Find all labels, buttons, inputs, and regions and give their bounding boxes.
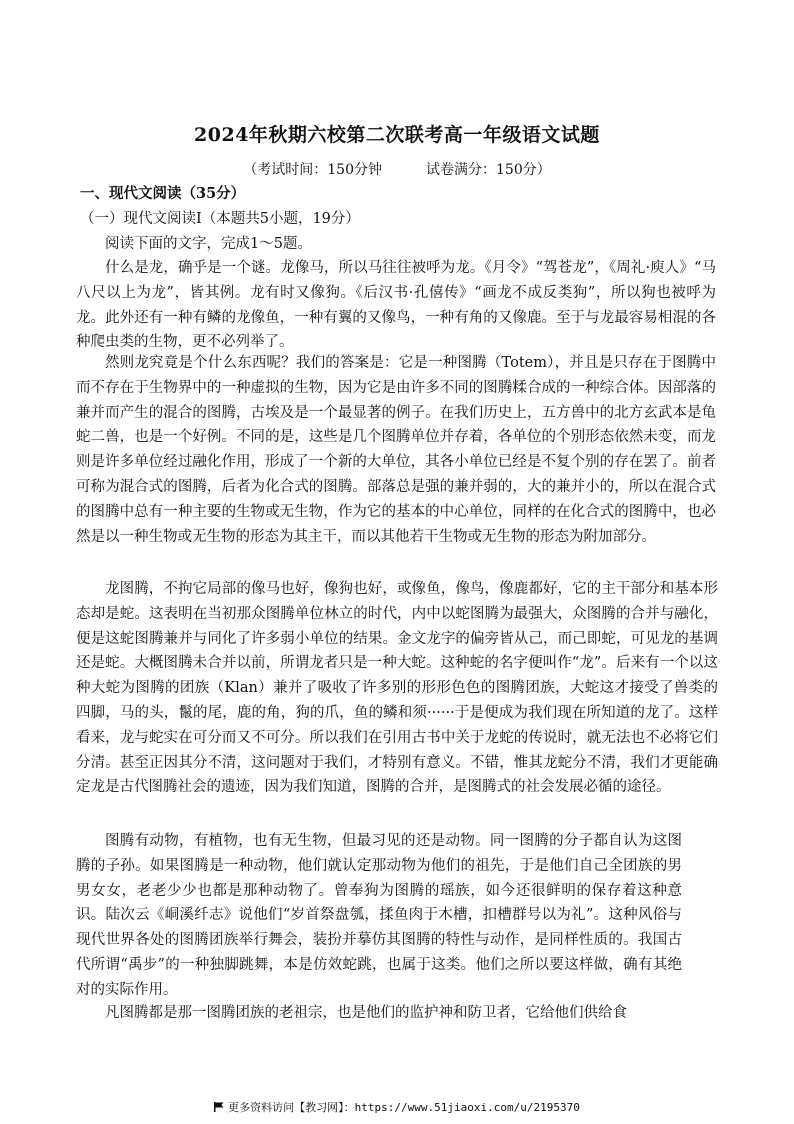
subsection-heading: （一）现代文阅读Ⅰ（本题共5小题，19分） <box>80 211 360 227</box>
passage-paragraph-4: 图腾有动物，有植物，也有无生物，但最习见的还是动物。同一图腾的分子都自认为这图腾的子孙。如果图腾是一种动物，他们就认定那动物为他们的祖先，于是他们自己全团族的男男女女，老老少少也都是那种动物了。曾奉狗为图腾的瑶族，如今还很鲜明的保存着这种意识。陆次云《峒溪纤志》说他们“岁首祭盘瓠，揉鱼肉于木槽，扣槽群号以为礼”。这种风俗与现代世界各处的图腾团族举行舞会，装扮并摹仿其图腾的特性与动作，是同样性质的。我国古代所谓“禹步”的一种独脚跳舞，本是仿效蛇跳，也属于这类。他们之所以要这样做，确有其绝对的实际作用。 <box>76 833 682 998</box>
section-heading: 一、现代文阅读（35分） <box>80 185 246 202</box>
full-score: 试卷满分：150分） <box>426 162 551 178</box>
exam-time: （考试时间：150分钟 <box>243 162 382 178</box>
footer-link[interactable] <box>0 1099 794 1115</box>
passage-paragraph-3: 龙图腾，不拘它局部的像马也好，像狗也好，或像鱼，像鸟，像鹿都好，它的主干部分和基本形态却是蛇。这表明在当初那众图腾单位林立的时代，内中以蛇图腾为最强大，众图腾的合并与融化，便是这蛇图腾兼并与同化了许多弱小单位的结果。金文龙字的偏旁皆从己，而己即蛇，可见龙的基调还是蛇。大概图腾未合并以前，所谓龙者只是一种大蛇。这种蛇的名字便叫作“龙”。后来有一个以这种大蛇为图腾的团族（Klan）兼并了吸收了许多别的形形色色的图腾团族，大蛇这才接受了兽类的四脚，马的头，鬣的尾，鹿的角，狗的爪，鱼的鳞和须······于是便成为我们现在所知道的龙了。这样看来，龙与蛇实在可分而又不可分。所以我们在引用古书中关于龙蛇的传说时，就无法也不必将它们分清。甚至正因其分不清，这问题对于我们，才特别有意义。不错，惟其龙蛇分不清，我们才更能确定龙是古代图腾社会的遗迹，因为我们知道，图腾的合并，是图腾式的社会发展必循的途径。 <box>76 581 718 796</box>
footer-text: 更多资料访问【教习网】：https://www.51jiaoxi.com/u/2195370 <box>228 1101 580 1114</box>
exam-info <box>0 159 794 179</box>
page-title: 2024年秋期六校第二次联考高一年级语文试题 <box>194 124 600 146</box>
passage-paragraph-2: 然则龙究竟是个什么东西呢？我们的答案是：它是一种图腾（Totem），并且是只存在于图腾中而不存在于生物界中的一种虚拟的生物，因为它是由许多不同的图腾糅合成的一种综合体。因部落的兼并而产生的混合的图腾，古埃及是一个最显著的例子。在我们历史上，五方兽中的北方玄武本是龟蛇二兽，也是一个好例。不同的是，这些是几个图腾单位并存着，各单位的个别形态依然未变，而龙则是许多单位经过融化作用，形成了一个新的大单位，其各小单位已经是不复个别的存在罢了。前者可称为混合式的图腾，后者为化合式的图腾。部落总是强的兼并弱的，大的兼并小的，所以在混合式的图腾中总有一种主要的生物或无生物，作为它的基本的中心单位，同样的在化合式的图腾中，也必然是以一种生物或无生物的形态为其主干，而以其他若干生物或无生物的形态为附加部分。 <box>76 355 716 545</box>
passage-paragraph-5: 凡图腾都是那一图腾团族的老祖宗，也是他们的监护神和防卫者，它给他们供给食 <box>105 1005 627 1021</box>
flag-icon <box>214 1102 224 1112</box>
passage-paragraph-1: 什么是龙，确乎是一个谜。龙像马，所以马往往被呼为龙。《月令》“驾苍龙”，《周礼·庾人》“马八尺以上为龙”，皆其例。龙有时又像狗。《后汉书·孔僖传》“画龙不成反类狗”，所以狗也被呼为龙。此外还有一种有鳞的龙像鱼，一种有翼的又像鸟，一种有角的又像鹿。至于与龙最容易相混的各种爬虫类的生物，更不必列举了。 <box>76 260 716 351</box>
reading-instruction: 阅读下面的文字，完成1～5题。 <box>105 236 312 252</box>
